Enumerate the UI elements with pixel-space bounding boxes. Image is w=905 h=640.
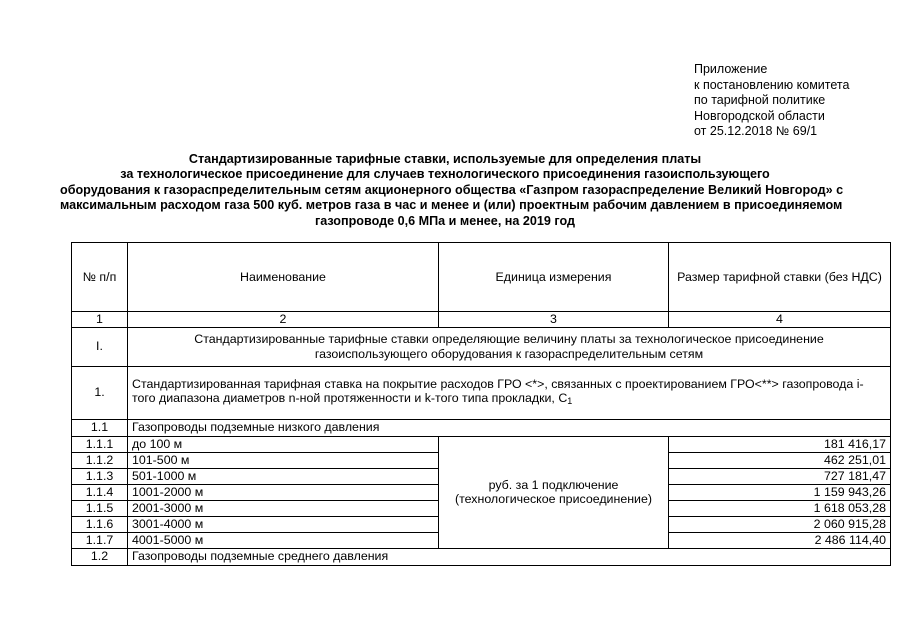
row-name: 1001-2000 м [128, 484, 439, 500]
column-number: 3 [439, 312, 669, 328]
row-value: 2 060 915,28 [669, 516, 891, 532]
title-line: максимальным расходом газа 500 куб. метров газа в час и менее и (или) проектным рабочим давлением в присоединяемом [60, 198, 843, 213]
column-number-row [72, 312, 891, 328]
row-value: 462 251,01 [669, 452, 891, 468]
row-num: 1.1.7 [72, 532, 128, 548]
item-subscript: 1 [567, 396, 573, 406]
header-num: № п/п [72, 243, 128, 312]
title-line: газопроводе 0,6 МПа и менее, на 2019 год [314, 213, 576, 228]
header-unit: Единица измерения [439, 243, 669, 312]
item-num: 1. [72, 366, 128, 419]
row-num: 1.1.2 [72, 452, 128, 468]
row-name: 3001-4000 м [128, 516, 439, 532]
row-value: 1 159 943,26 [669, 484, 891, 500]
section-text: Стандартизированные тарифные ставки определяющие величину платы за технологическое присоединение газоиспользующего оборудования к газораспределительным сетям [128, 327, 891, 366]
appendix-line: Новгородской области [694, 108, 825, 123]
item-text-cell [128, 366, 891, 419]
group-row [72, 419, 891, 436]
group-text: Газопроводы подземные среднего давления [128, 548, 891, 565]
row-value: 1 618 053,28 [669, 500, 891, 516]
group-row [72, 548, 891, 565]
row-name: 2001-3000 м [128, 500, 439, 516]
row-num: 1.1.6 [72, 516, 128, 532]
title-line: оборудования к газораспределительным сетям акционерного общества «Газпром газораспределение Великий Новгород» с [60, 182, 844, 197]
section-num: I. [72, 327, 128, 366]
item-text: Стандартизированная тарифная ставка на покрытие расходов ГРО <*>, связанных с проектированием ГРО<**> газопровода i-того диапазона диаметров n-ной протяженности и k-того типа прокладки, С [132, 376, 864, 405]
appendix-line: к постановлению комитета [694, 77, 850, 92]
header-name: Наименование [128, 243, 439, 312]
column-number: 4 [669, 312, 891, 328]
appendix-line: Приложение [694, 62, 768, 76]
group-text: Газопроводы подземные низкого давления [128, 419, 891, 436]
unit-cell: руб. за 1 подключение (технологическое присоединение) [439, 436, 669, 548]
tariff-table [71, 242, 891, 566]
row-value: 181 416,17 [669, 436, 891, 452]
column-number: 1 [72, 312, 128, 328]
row-name: до 100 м [128, 436, 439, 452]
row-num: 1.1.1 [72, 436, 128, 452]
appendix-line: по тарифной политике [694, 93, 826, 108]
row-num: 1.1.3 [72, 468, 128, 484]
row-name: 501-1000 м [128, 468, 439, 484]
section-row [72, 327, 891, 366]
document-title [60, 152, 844, 229]
title-line: Стандартизированные тарифные ставки, используемые для определения платы [188, 152, 702, 166]
table-row [72, 436, 891, 452]
appendix-line: от 25.12.2018 № 69/1 [694, 124, 818, 139]
item-row [72, 366, 891, 419]
row-name: 4001-5000 м [128, 532, 439, 548]
group-num: 1.2 [72, 548, 128, 565]
group-num: 1.1 [72, 419, 128, 436]
table-header-row [72, 243, 891, 312]
column-number: 2 [128, 312, 439, 328]
header-rate: Размер тарифной ставки (без НДС) [669, 243, 891, 312]
title-line: за технологическое присоединение для случаев технологического присоединения газоиспользующего [120, 167, 770, 182]
row-value: 2 486 114,40 [669, 532, 891, 548]
appendix-block [694, 62, 849, 140]
row-value: 727 181,47 [669, 468, 891, 484]
row-num: 1.1.4 [72, 484, 128, 500]
row-name: 101-500 м [128, 452, 439, 468]
row-num: 1.1.5 [72, 500, 128, 516]
